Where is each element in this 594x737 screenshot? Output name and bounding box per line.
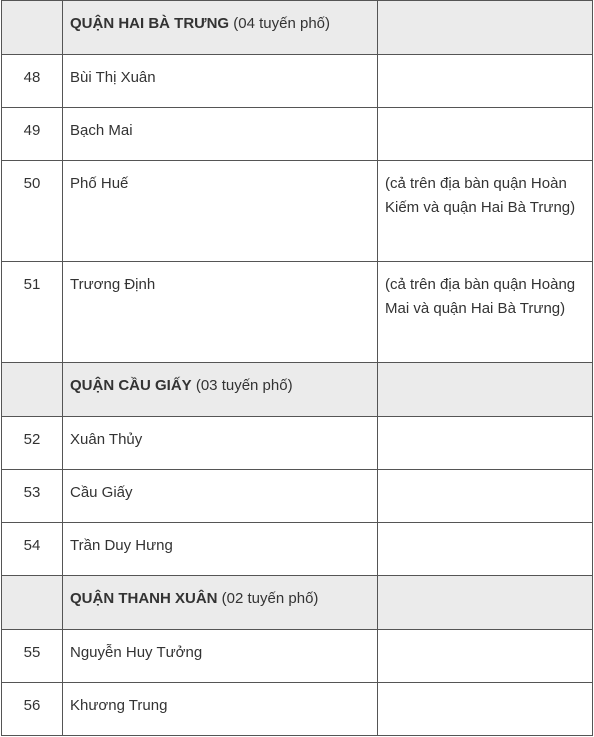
- row-number: 55: [2, 630, 63, 683]
- district-street-count: (04 tuyến phố): [233, 15, 331, 32]
- district-name: QUẬN THANH XUÂN: [70, 590, 218, 607]
- row-number: 50: [2, 161, 63, 262]
- district-note-cell: [378, 1, 593, 55]
- table-row: [2, 683, 593, 736]
- street-name: Khương Trung: [63, 683, 378, 736]
- table-row: [2, 161, 593, 262]
- street-note: [378, 55, 593, 108]
- district-name: QUẬN HAI BÀ TRƯNG: [70, 15, 230, 32]
- street-name: Trần Duy Hưng: [63, 523, 378, 576]
- district-street-count: (02 tuyến phố): [221, 590, 319, 607]
- district-number-cell: [2, 1, 63, 55]
- district-header-row: [2, 1, 593, 55]
- street-name: Nguyễn Huy Tưởng: [63, 630, 378, 683]
- row-number: 48: [2, 55, 63, 108]
- district-name-cell: [63, 576, 378, 630]
- street-name: Trương Định: [63, 262, 378, 363]
- district-note-cell: [378, 576, 593, 630]
- street-note: [378, 523, 593, 576]
- row-number: 49: [2, 108, 63, 161]
- street-note: [378, 630, 593, 683]
- street-list-table: [1, 0, 593, 736]
- street-name: Bạch Mai: [63, 108, 378, 161]
- district-name: QUẬN CẦU GIẤY: [70, 377, 192, 394]
- table-row: [2, 523, 593, 576]
- table-row: [2, 108, 593, 161]
- street-note: [378, 108, 593, 161]
- row-number: 54: [2, 523, 63, 576]
- table-row: [2, 417, 593, 470]
- district-number-cell: [2, 363, 63, 417]
- district-header-row: [2, 576, 593, 630]
- street-name: Xuân Thủy: [63, 417, 378, 470]
- street-name: Cầu Giấy: [63, 470, 378, 523]
- district-note-cell: [378, 363, 593, 417]
- district-street-count: (03 tuyến phố): [195, 377, 293, 394]
- district-name-cell: [63, 363, 378, 417]
- district-header-row: [2, 363, 593, 417]
- street-name: Bùi Thị Xuân: [63, 55, 378, 108]
- street-note: (cả trên địa bàn quận Hoàng Mai và quận Hai Bà Trưng): [378, 262, 593, 363]
- street-note: [378, 470, 593, 523]
- district-number-cell: [2, 576, 63, 630]
- table-row: [2, 262, 593, 363]
- row-number: 53: [2, 470, 63, 523]
- row-number: 56: [2, 683, 63, 736]
- street-note: [378, 683, 593, 736]
- table-row: [2, 470, 593, 523]
- district-name-cell: [63, 1, 378, 55]
- table-row: [2, 630, 593, 683]
- street-note: [378, 417, 593, 470]
- table-row: [2, 55, 593, 108]
- street-note: (cả trên địa bàn quận Hoàn Kiếm và quận Hai Bà Trưng): [378, 161, 593, 262]
- street-name: Phố Huế: [63, 161, 378, 262]
- row-number: 51: [2, 262, 63, 363]
- row-number: 52: [2, 417, 63, 470]
